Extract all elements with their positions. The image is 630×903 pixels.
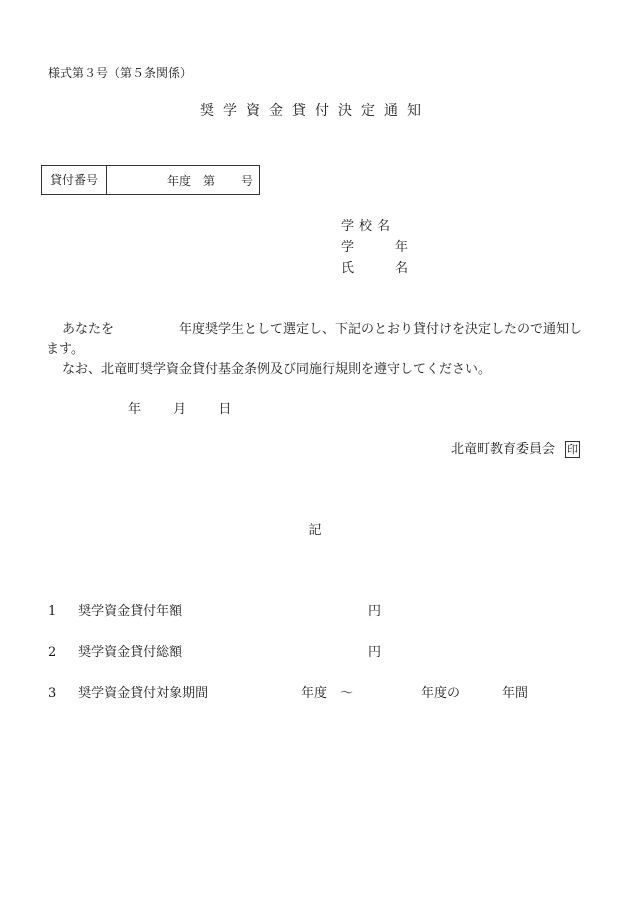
loan-number-label: 貸付番号 xyxy=(42,166,107,194)
item-unit: 円 xyxy=(368,645,382,660)
item-label: 奨学資金貸付年額 xyxy=(78,604,183,619)
document-title: 奨学資金貸付決定通知 xyxy=(200,103,430,119)
school-name-row xyxy=(341,219,413,240)
period-to-suffix: 年度の xyxy=(421,686,461,701)
period-years-suffix: 年間 xyxy=(502,686,529,701)
period-from-suffix: 年度 xyxy=(301,686,328,701)
item-label: 奨学資金貸付総額 xyxy=(78,645,183,660)
item-total-amount xyxy=(48,645,182,661)
loan-go: 号 xyxy=(241,174,254,188)
school-name-char-1: 学 xyxy=(341,219,355,234)
period-tilde: ～ xyxy=(340,686,354,701)
item-number: 3 xyxy=(48,686,57,701)
item-number: 1 xyxy=(48,604,57,619)
name-char-1: 氏 xyxy=(341,261,355,276)
school-name-char-3: 名 xyxy=(377,219,391,234)
date-day: 日 xyxy=(218,402,232,417)
date-month: 月 xyxy=(173,402,187,417)
name-row xyxy=(341,261,413,282)
issuer-name: 北竜町教育委員会 xyxy=(451,441,556,457)
item-label: 奨学資金貸付対象期間 xyxy=(78,686,209,701)
school-name-char-2: 校 xyxy=(359,219,373,234)
date-year: 年 xyxy=(128,402,142,417)
student-info xyxy=(341,219,413,282)
item-loan-period xyxy=(48,686,208,702)
grade-row xyxy=(341,240,413,261)
notice-line-1: あなたを 年度奨学生として選定し、下記のとおり貸付けを決定したので通知し xyxy=(62,322,583,337)
issuer xyxy=(451,441,580,458)
loan-year-suffix: 年度 xyxy=(167,174,192,188)
form-number: 様式第３号（第５条関係） xyxy=(48,66,193,80)
loan-dai: 第 xyxy=(203,174,216,188)
notice-line-2: なお、北竜町奨学資金貸付基金条例及び同施行規則を遵守してください。 xyxy=(62,362,492,377)
grade-char-1: 学 xyxy=(341,240,355,255)
item-annual-amount xyxy=(48,604,182,620)
grade-char-2: 年 xyxy=(395,240,409,255)
seal-mark: 印 xyxy=(567,443,579,456)
ki-heading: 記 xyxy=(308,523,322,538)
notice-body xyxy=(48,320,588,380)
item-number: 2 xyxy=(48,645,57,660)
notice-line-1-cont: ます。 xyxy=(46,342,84,357)
name-char-2: 名 xyxy=(395,261,409,276)
loan-number-value xyxy=(107,166,259,194)
loan-number-box xyxy=(41,165,260,195)
item-unit: 円 xyxy=(368,604,382,619)
notice-date xyxy=(128,402,231,418)
